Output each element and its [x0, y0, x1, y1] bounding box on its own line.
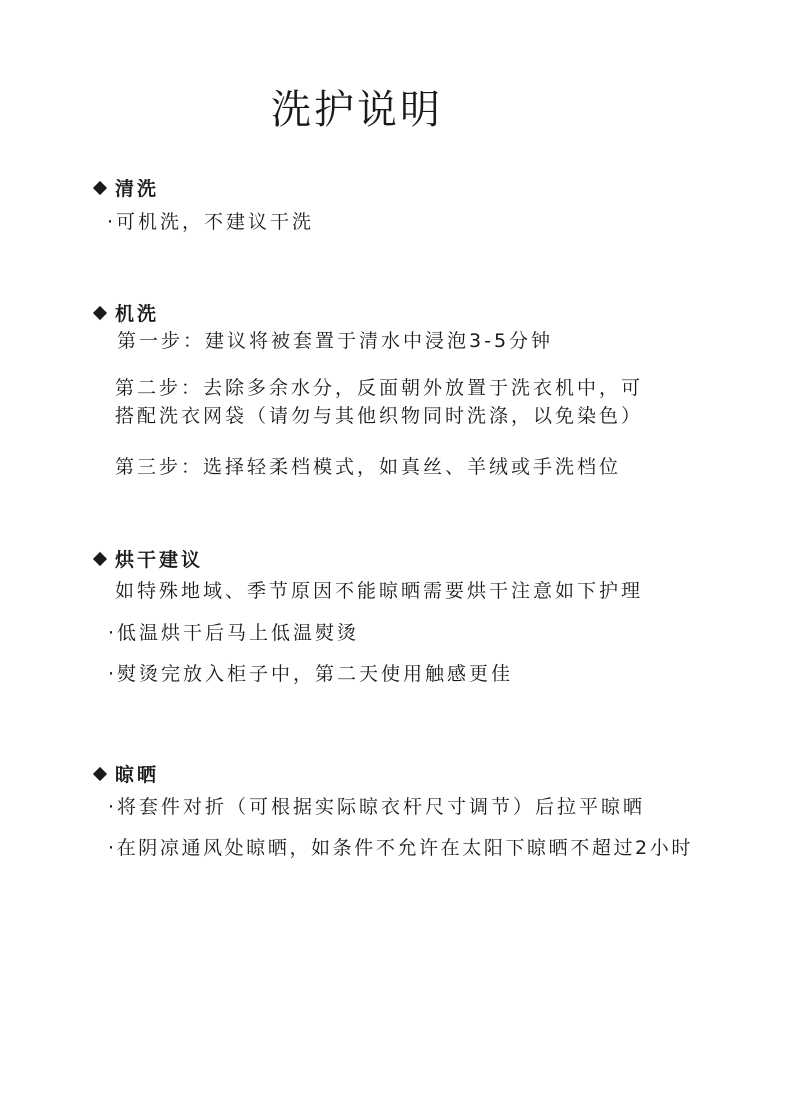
machine-wash-step-1: 第一步：建议将被套置于清水中浸泡3-5分钟: [117, 330, 554, 352]
diamond-bullet-icon: [93, 305, 107, 319]
page-title: 洗护说明: [271, 87, 443, 133]
section-heading-label: 烘干建议: [115, 549, 204, 571]
diamond-bullet-icon: [93, 551, 107, 565]
machine-wash-step-2-line-2: 搭配洗衣网袋（请勿与其他织物同时洗涤，以免染色）: [115, 405, 644, 427]
section-heading-label: 清洗: [115, 178, 160, 200]
section-heading-label: 机洗: [115, 303, 160, 325]
machine-wash-step-2-line-1: 第二步：去除多余水分，反面朝外放置于洗衣机中，可: [115, 377, 644, 399]
wash-note: ·可机洗，不建议干洗: [107, 211, 315, 233]
section-heading-machine-wash: [92, 299, 159, 326]
drying-intro: 如特殊地域、季节原因不能晾晒需要烘干注意如下护理: [115, 580, 644, 602]
section-heading-drying: [92, 545, 203, 572]
drying-tip-2: ·熨烫完放入柜子中，第二天使用触感更佳: [108, 663, 514, 685]
section-heading-wash: [92, 174, 159, 201]
diamond-bullet-icon: [93, 180, 107, 194]
diamond-bullet-icon: [93, 766, 107, 780]
drying-tip-1: ·低温烘干后马上低温熨烫: [108, 622, 360, 644]
section-heading-label: 晾晒: [115, 764, 160, 786]
air-dry-tip-2: ·在阴凉通风处晾晒，如条件不允许在太阳下晾晒不超过2小时: [108, 837, 693, 859]
air-dry-tip-1: ·将套件对折（可根据实际晾衣杆尺寸调节）后拉平晾晒: [108, 796, 646, 818]
section-heading-air-dry: [92, 760, 159, 787]
machine-wash-step-3: 第三步：选择轻柔档模式，如真丝、羊绒或手洗档位: [115, 456, 622, 478]
